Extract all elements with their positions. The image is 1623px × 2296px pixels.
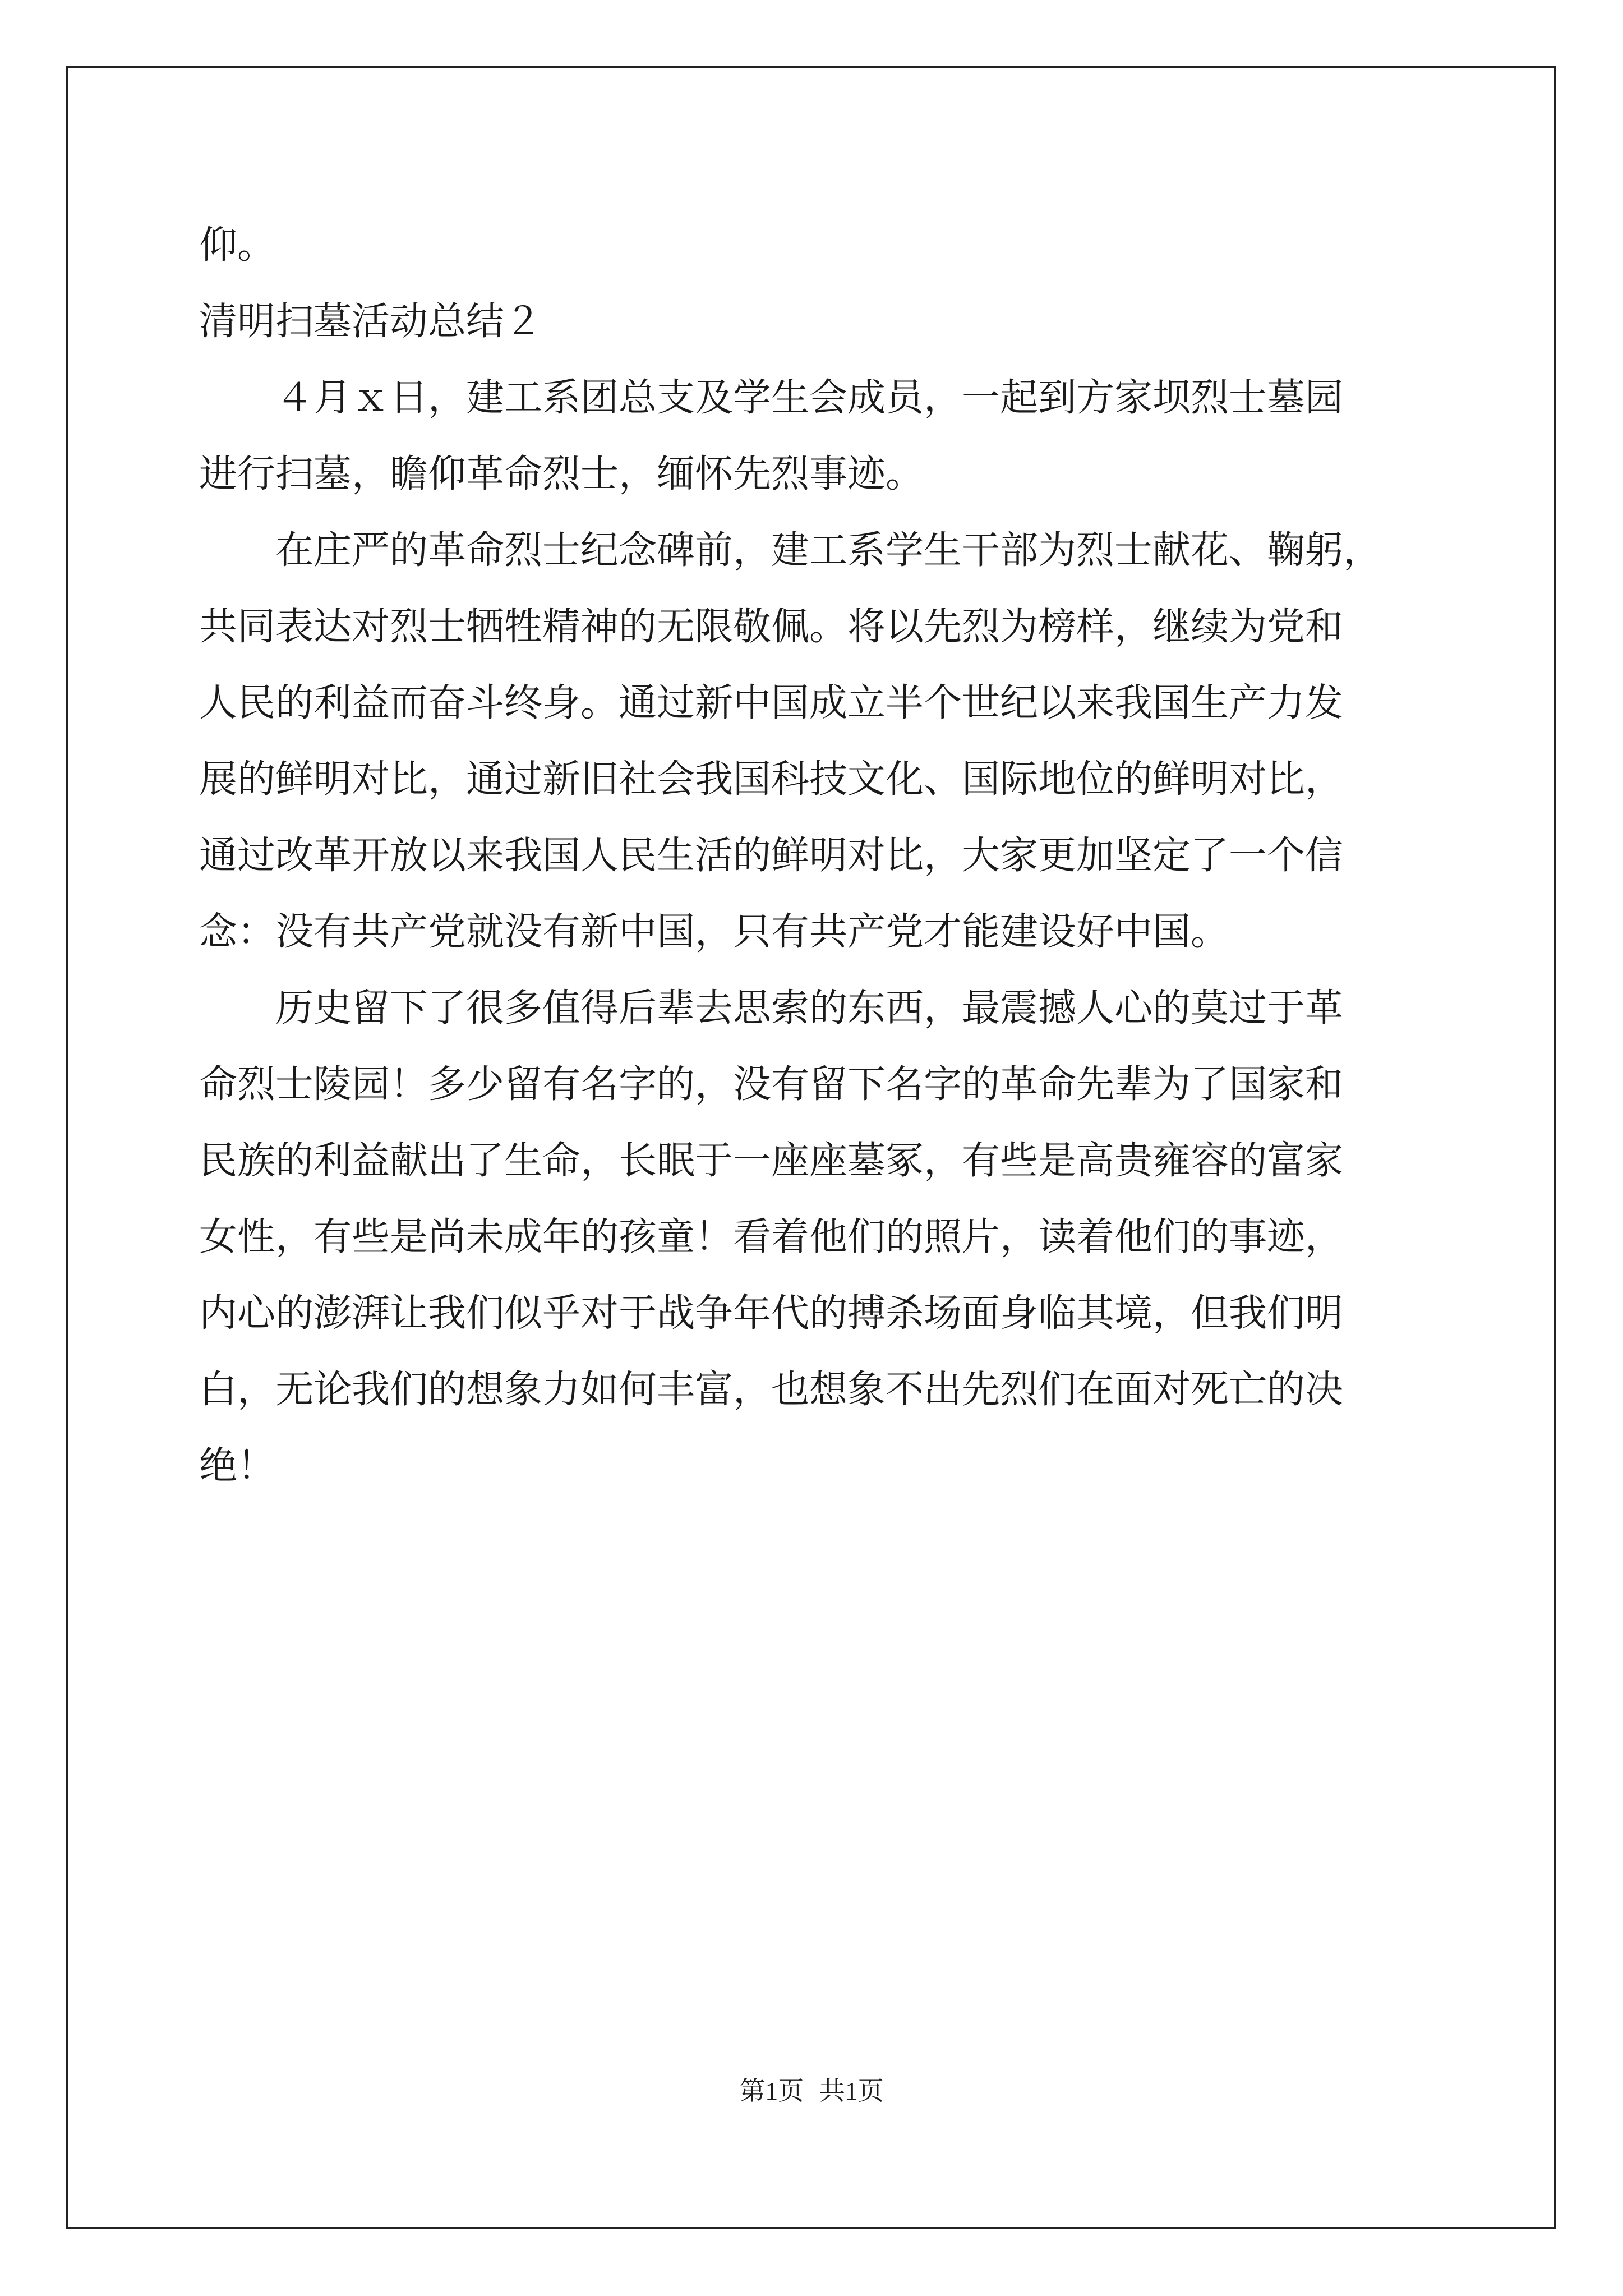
paragraph-line: 在庄严的革命烈士纪念碑前，建工系学生干部为烈士献花、鞠躬， xyxy=(275,528,1382,573)
section-heading: 清明扫墓活动总结２ xyxy=(199,300,543,344)
paragraph-line: 展的鲜明对比，通过新旧社会我国科技文化、国际地位的鲜明对比， xyxy=(199,757,1344,802)
paragraph-line: 命烈士陵园！多少留有名字的，没有留下名字的革命先辈为了国家和 xyxy=(199,1062,1344,1107)
page-footer xyxy=(0,2076,1623,2107)
page-total: 共1页 xyxy=(819,2077,884,2105)
paragraph-line: 人民的利益而奋斗终身。通过新中国成立半个世纪以来我国生产力发 xyxy=(199,681,1344,725)
paragraph-line: 念：没有共产党就没有新中国，只有共产党才能建设好中国。 xyxy=(199,910,1229,954)
document-body xyxy=(199,208,1438,1504)
paragraph-line: 历史留下了很多值得后辈去思索的东西，最震撼人心的莫过于革 xyxy=(275,986,1344,1030)
paragraph-line: 女性，有些是尚未成年的孩童！看着他们的照片，读着他们的事迹， xyxy=(199,1215,1344,1259)
paragraph-line: 共同表达对烈士牺牲精神的无限敬佩。将以先烈为榜样，继续为党和 xyxy=(199,605,1344,649)
paragraph-line: 民族的利益献出了生命，长眠于一座座墓冢，有些是高贵雍容的富家 xyxy=(199,1139,1344,1183)
paragraph-line: 进行扫墓，瞻仰革命烈士，缅怀先烈事迹。 xyxy=(199,452,924,496)
paragraph-line: 通过改革开放以来我国人民生活的鲜明对比，大家更加坚定了一个信 xyxy=(199,834,1344,878)
paragraph-line: 绝！ xyxy=(199,1444,276,1488)
paragraph-line: 白，无论我们的想象力如何丰富，也想象不出先烈们在面对死亡的决 xyxy=(199,1368,1344,1412)
text-line: 仰。 xyxy=(199,223,276,268)
paragraph-line: 内心的澎湃让我们似乎对于战争年代的搏杀场面身临其境，但我们明 xyxy=(199,1291,1344,1336)
page-number: 第1页 xyxy=(739,2077,804,2105)
paragraph-line: ４月ｘ日，建工系团总支及学生会成员，一起到方家坝烈士墓园 xyxy=(275,376,1344,420)
